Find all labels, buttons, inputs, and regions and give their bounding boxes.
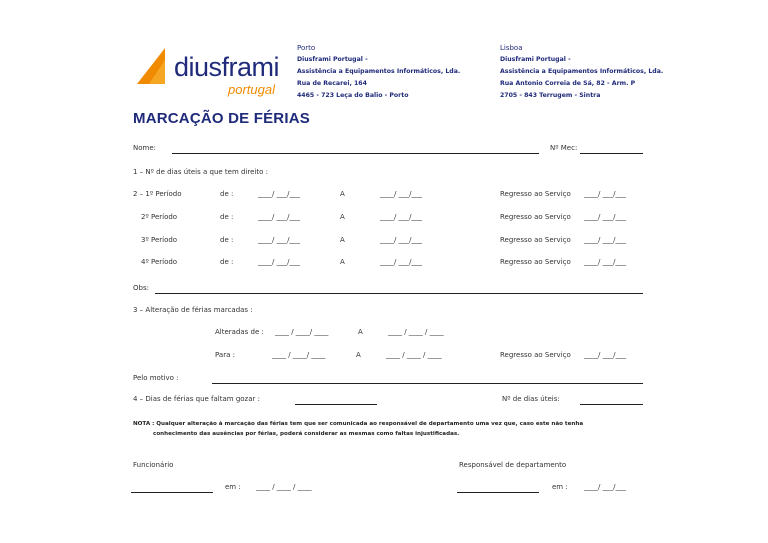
- para-a-label: A: [356, 351, 361, 359]
- ndias-label: Nº de dias úteis:: [502, 395, 560, 403]
- de-label: de :: [220, 190, 234, 198]
- nota-line-2: conhecimento das ausências por férias, poderá considerar as mesmas como faltas injustificadas.: [153, 431, 460, 437]
- para-regresso-label: Regresso ao Serviço: [500, 351, 571, 359]
- responsavel-date-field[interactable]: ____/ ___/___: [584, 483, 626, 491]
- responsavel-em-label: em :: [552, 483, 568, 491]
- date-field-de[interactable]: ____/ ___/___: [258, 213, 300, 221]
- ndias-field[interactable]: [580, 404, 643, 405]
- a-label: A: [340, 236, 345, 244]
- a-label: A: [340, 258, 345, 266]
- responsavel-label: Responsável de departamento: [459, 461, 567, 469]
- de-label: de :: [220, 258, 234, 266]
- para-label: Para :: [215, 351, 235, 359]
- date-field-regresso[interactable]: ____/ ___/___: [584, 258, 626, 266]
- alteradas-a-label: A: [358, 328, 363, 336]
- obs-label: Obs:: [133, 284, 149, 292]
- obs-field[interactable]: [155, 293, 643, 294]
- lisboa-address: [500, 42, 663, 102]
- regresso-label: Regresso ao Serviço: [500, 236, 571, 244]
- logo-mark-icon: [135, 46, 175, 86]
- periodo-label: 2 – 1º Período: [133, 190, 182, 198]
- regresso-label: Regresso ao Serviço: [500, 258, 571, 266]
- nmec-label: Nº Mec:: [550, 144, 578, 152]
- porto-company2: Assistência a Equipamentos Informáticos, Lda.: [297, 68, 461, 75]
- logo-sub: portugal: [228, 82, 275, 97]
- lisboa-city: Lisboa: [500, 44, 523, 52]
- lisboa-company: Diusframi Portugal -: [500, 56, 571, 63]
- lisboa-postal: 2705 - 843 Terrugem - Sintra: [500, 92, 601, 99]
- alteradas-date-a[interactable]: ____ / ____ / ____: [388, 328, 444, 336]
- nmec-field[interactable]: [580, 153, 643, 154]
- a-label: A: [340, 190, 345, 198]
- date-field-a[interactable]: ____/ ___/___: [380, 236, 422, 244]
- alteradas-label: Alteradas de :: [215, 328, 264, 336]
- nome-label: Nome:: [133, 144, 157, 152]
- funcionario-date-field[interactable]: ____ / ____ / ____: [256, 483, 312, 491]
- alteracao-label: 3 – Alteração de férias marcadas :: [133, 306, 253, 314]
- nome-field[interactable]: [172, 153, 539, 154]
- faltam-label: 4 – Dias de férias que faltam gozar :: [133, 395, 260, 403]
- date-field-regresso[interactable]: ____/ ___/___: [584, 236, 626, 244]
- motivo-field[interactable]: [212, 383, 643, 384]
- porto-address: [297, 42, 460, 102]
- funcionario-label: Funcionário: [133, 461, 174, 469]
- nota-text: [133, 419, 613, 439]
- regresso-label: Regresso ao Serviço: [500, 213, 571, 221]
- alteradas-date-de[interactable]: ____ / ____/ ____: [275, 328, 329, 336]
- date-field-a[interactable]: ____/ ___/___: [380, 258, 422, 266]
- date-field-de[interactable]: ____/ ___/___: [258, 190, 300, 198]
- a-label: A: [340, 213, 345, 221]
- funcionario-em-label: em :: [225, 483, 241, 491]
- date-field-regresso[interactable]: ____/ ___/___: [584, 213, 626, 221]
- page-title: MARCAÇÃO DE FÉRIAS: [133, 110, 310, 127]
- nota-line-1: NOTA : Qualquer alteração à marcação das férias tem que ser comunicada ao responsável de departamento uma vez que, caso este não tenha: [133, 421, 584, 427]
- porto-postal: 4465 - 723 Leça do Balio - Porto: [297, 92, 409, 99]
- porto-street: Rua de Recarei, 164: [297, 80, 367, 87]
- para-date-de[interactable]: ____ / ____/ ____: [272, 351, 326, 359]
- date-field-de[interactable]: ____/ ___/___: [258, 258, 300, 266]
- motivo-label: Pelo motivo :: [133, 374, 179, 382]
- date-field-a[interactable]: ____/ ___/___: [380, 213, 422, 221]
- de-label: de :: [220, 213, 234, 221]
- de-label: de :: [220, 236, 234, 244]
- funcionario-signature-field[interactable]: [131, 492, 213, 493]
- date-field-regresso[interactable]: ____/ ___/___: [584, 190, 626, 198]
- lisboa-company2: Assistência a Equipamentos Informáticos, Lda.: [500, 68, 664, 75]
- para-date-a[interactable]: ____ / ____ / ____: [386, 351, 442, 359]
- dias-uteis-label: 1 – Nº de dias úteis a que tem direito :: [133, 168, 268, 176]
- logo-brand: diusframi: [174, 52, 280, 82]
- faltam-field[interactable]: [295, 404, 377, 405]
- responsavel-signature-field[interactable]: [457, 492, 539, 493]
- porto-city: Porto: [297, 44, 316, 52]
- regresso-label: Regresso ao Serviço: [500, 190, 571, 198]
- porto-company: Diusframi Portugal -: [297, 56, 368, 63]
- lisboa-street: Rua Antonio Correia de Sá, 82 - Arm. P: [500, 80, 636, 87]
- periodo-label: 3º Período: [141, 236, 178, 244]
- periodo-label: 2º Período: [141, 213, 178, 221]
- date-field-de[interactable]: ____/ ___/___: [258, 236, 300, 244]
- date-field-a[interactable]: ____/ ___/___: [380, 190, 422, 198]
- periodo-label: 4º Período: [141, 258, 178, 266]
- para-date-regresso[interactable]: ____/ ___/___: [584, 351, 626, 359]
